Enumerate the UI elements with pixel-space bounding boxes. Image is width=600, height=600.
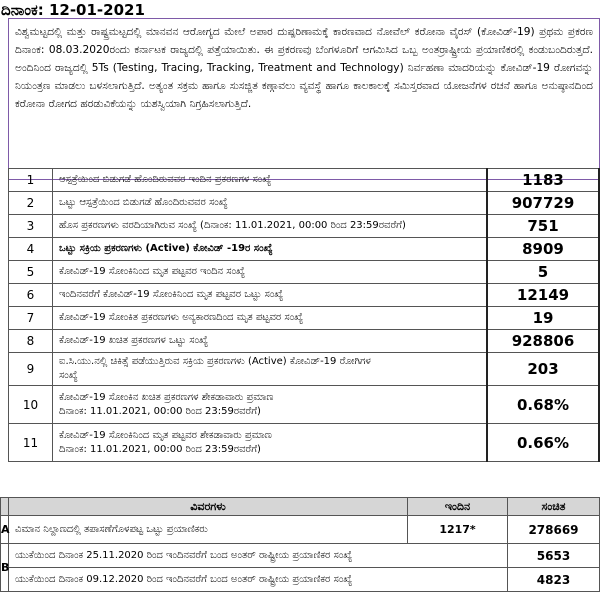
stats-row-number: 1	[9, 169, 53, 192]
stats-row	[9, 386, 600, 424]
stats-row-description-line: ಒಟ್ಟು ಆಸ್ಪತ್ರೆಯಿಂದ ಬಿಡುಗಡೆ ಹೊಂದಿರುವವರ ಸಂಖ್ಯೆ	[59, 197, 228, 208]
stats-row-number: 7	[9, 307, 53, 330]
travel-row-code: A	[1, 516, 9, 544]
stats-table	[8, 168, 600, 462]
stats-row-description	[53, 192, 488, 215]
travel-row-today: 1217*	[408, 516, 508, 544]
stats-row-description-line: ಒಟ್ಟು ಸಕ್ರಿಯ ಪ್ರಕರಣಗಳು (Active) ಕೋವಿಡ್ -19ರ ಸಂಖ್ಯೆ	[59, 243, 273, 254]
stats-row-number: 4	[9, 238, 53, 261]
stats-row-value: 907729	[487, 192, 599, 215]
stats-row-description-line: ಕೋವಿಡ್-19 ಸೋಂಕಿನಿಂದ ಮೃತ ಪಟ್ಟವರ ಶೇಕಡಾವಾರು ಪ್ರಮಾಣ	[59, 429, 272, 441]
travel-header-details: ವಿವರಗಳು	[9, 498, 408, 516]
stats-row-description	[53, 238, 488, 261]
stats-row-description-line: ಹೊಸ ಪ್ರಕರಣಗಳು ವರದಿಯಾಗಿರುವ ಸಂಖ್ಯೆ (ದಿನಾಂಕ: 11.01.2021, 00:00 ರಿಂದ 23:59ರವರೆಗೆ)	[59, 220, 406, 231]
document-date: ದಿನಾಂಕ: 12-01-2021	[1, 1, 145, 19]
stats-row-number: 9	[9, 353, 53, 386]
stats-row-description-line: ಕೋವಿಡ್-19 ಸೋಂಕಿನ ಖಚಿತ ಪ್ರಕರಣಗಳ ಶೇಕಡಾವಾರು ಪ್ರಮಾಣ	[59, 391, 274, 403]
stats-row	[9, 261, 600, 284]
stats-row-value: 5	[487, 261, 599, 284]
stats-row-description-line: ಕೋವಿಡ್-19 ಸೋಂಕಿನಿಂದ ಮೃತ ಪಟ್ಟವರ ಇಂದಿನ ಸಂಖ್ಯೆ	[59, 266, 246, 277]
stats-row-description	[53, 215, 488, 238]
stats-row	[9, 307, 600, 330]
stats-row-number: 8	[9, 330, 53, 353]
stats-row-description-line: ಆಸ್ಪತ್ರೆಯಿಂದ ಬಿಡುಗಡೆ ಹೊಂದಿರುವವರ ಇಂದಿನ ಪ್ರಕರಣಗಳ ಸಂಖ್ಯೆ	[59, 174, 272, 185]
stats-row-description	[53, 353, 488, 386]
stats-row	[9, 192, 600, 215]
stats-row-value: 12149	[487, 284, 599, 307]
intro-paragraph-box	[8, 18, 600, 180]
intro-paragraph: ವಿಶ್ವಮಟ್ಟದಲ್ಲಿ ಮತ್ತು ರಾಷ್ಟ್ರಮಟ್ಟದಲ್ಲಿ ಮಾನವನ ಆರೋಗ್ಯದ ಮೇಲೆ ಅಪಾರ ದುಷ್ಪರಿಣಾಮಕ್ಕೆ ಕಾರಣವಾದ ನೋವೆಲ್ ಕರೋನಾ ವೈರಸ್ (ಕೋವಿಡ್-19) ಪ್ರಥಮ ಪ್ರಕರಣ ದಿನಾಂಕ: 08.03.2020ರಂದು ಕರ್ನಾಟಕ ರಾಜ್ಯದಲ್ಲಿ ಪತ್ತೆಯಾಯಿತು. ಈ ಪ್ರಕರಣವು ಬೆಂಗಳೂರಿಗೆ ಆಗಮಿಸಿದ ಒಬ್ಬ ಅಂತರ್‍ರಾಷ್ಟ್ರೀಯ ಪ್ರಯಾಣಿಕರಲ್ಲಿ ಕಂಡುಬಂದಿರುತ್ತದೆ. ಅಂದಿನಿಂದ ರಾಜ್ಯದಲ್ಲಿ 5Ts (Testing, Tracing, Tracking, Treatment and Technology) ನಿರ್ವಹಣಾ ಮಾದರಿಯನ್ನು ಕೋವಿಡ್-19 ರೋಗವನ್ನು ನಿಯಂತ್ರಣ ಮಾಡಲು ಬಳಸಲಾಗುತ್ತಿದೆ. ಅತ್ಯಂತ ಸಕ್ರಮ ಹಾಗೂ ಸುಸಜ್ಜಿತ ಕಣ್ಗಾವಲು ವ್ಯವಸ್ಥೆ ಹಾಗೂ ಕಾಲಕಾಲಕ್ಕೆ ಸಮಿಸ್ತರವಾದ ಯೋಜನೆಗಳ ರಚನೆ ಹಾಗೂ ಅನುಷ್ಠಾನದಿಂದ ಕರೋನಾ ರೋಗದ ಹರಡುವಿಕೆಯನ್ನು ಯಶಸ್ವಿಯಾಗಿ ನಿಗ್ರಹಿಸಲಾಗುತ್ತಿದೆ.	[15, 26, 593, 110]
stats-row-description	[53, 307, 488, 330]
travel-header-code	[1, 498, 9, 516]
travel-row-b1	[1, 544, 600, 568]
stats-row-description-line: ಕೋವಿಡ್-19 ಸೋಂಕಿತ ಪ್ರಕರಣಗಳು ಅನ್ಯಕಾರಣದಿಂದ ಮೃತ ಪಟ್ಟವರ ಸಂಖ್ಯೆ	[59, 312, 304, 323]
stats-row	[9, 284, 600, 307]
travel-table	[0, 497, 600, 592]
stats-row-description-line: ಇಂದಿನವರೆಗೆ ಕೋವಿಡ್-19 ಸೋಂಕಿನಿಂದ ಮೃತ ಪಟ್ಟವರ ಒಟ್ಟು ಸಂಖ್ಯೆ	[59, 289, 284, 300]
travel-row-desc: ಯುಕೆಯಿಂದ ದಿನಾಂಕ 25.11.2020 ರಿಂದ ಇಂದಿನವರೆಗೆ ಬಂದ ಅಂತರ್ ರಾಷ್ಟ್ರೀಯ ಪ್ರಯಾಣಿಕರ ಸಂಖ್ಯೆ	[9, 544, 508, 568]
travel-row-desc: ಯುಕೆಯಿಂದ ದಿನಾಂಕ 09.12.2020 ರಿಂದ ಇಂದಿನವರೆಗೆ ಬಂದ ಅಂತರ್ ರಾಷ್ಟ್ರೀಯ ಪ್ರಯಾಣಿಕರ ಸಂಖ್ಯೆ	[9, 568, 508, 592]
stats-row-value: 928806	[487, 330, 599, 353]
travel-row-total: 5653	[508, 544, 600, 568]
stats-row	[9, 424, 600, 462]
travel-table-header	[1, 498, 600, 516]
travel-header-total: ಸಂಚಿತ	[508, 498, 600, 516]
stats-row-description	[53, 261, 488, 284]
stats-row-value: 19	[487, 307, 599, 330]
stats-row-number: 3	[9, 215, 53, 238]
stats-row-value: 8909	[487, 238, 599, 261]
stats-row	[9, 353, 600, 386]
stats-row-value: 0.68%	[487, 386, 599, 424]
travel-row-b2	[1, 568, 600, 592]
stats-row-number: 5	[9, 261, 53, 284]
stats-row-description	[53, 330, 488, 353]
travel-header-today: ಇಂದಿನ	[408, 498, 508, 516]
stats-row-number: 10	[9, 386, 53, 424]
stats-row-description-line: ಸಂಖ್ಯೆ	[59, 370, 78, 381]
travel-row-total: 4823	[508, 568, 600, 592]
stats-row-value: 203	[487, 353, 599, 386]
stats-row	[9, 169, 600, 192]
stats-row-description-line: ದಿನಾಂಕ: 11.01.2021, 00:00 ರಿಂದ 23:59ರವರೆಗೆ)	[59, 443, 261, 455]
stats-row-description	[53, 284, 488, 307]
stats-row-value: 0.66%	[487, 424, 599, 462]
stats-row-description-line: ಐ.ಸಿ.ಯು.ನಲ್ಲಿ ಚಿಕಿತ್ಸೆ ಪಡೆಯುತ್ತಿರುವ ಸಕ್ರಿಯ ಪ್ರಕರಣಗಳು (Active) ಕೋವಿಡ್-19 ರೋಗಿಗಳ	[59, 356, 371, 367]
stats-row-number: 2	[9, 192, 53, 215]
stats-row-description-line: ದಿನಾಂಕ: 11.01.2021, 00:00 ರಿಂದ 23:59ರವರೆಗೆ)	[59, 405, 261, 417]
stats-row	[9, 330, 600, 353]
stats-row-description	[53, 386, 488, 424]
stats-row-description-line: ಕೋವಿಡ್-19 ಖಚಿತ ಪ್ರಕರಣಗಳ ಒಟ್ಟು ಸಂಖ್ಯೆ	[59, 335, 209, 346]
stats-row-value: 751	[487, 215, 599, 238]
stats-row	[9, 215, 600, 238]
stats-row-value: 1183	[487, 169, 599, 192]
stats-row-number: 11	[9, 424, 53, 462]
travel-row-total: 278669	[508, 516, 600, 544]
stats-row-number: 6	[9, 284, 53, 307]
travel-row-a	[1, 516, 600, 544]
travel-row-code: B	[1, 544, 9, 592]
stats-row-description	[53, 424, 488, 462]
stats-row-description	[53, 169, 488, 192]
travel-row-desc: ವಿಮಾನ ನಿಲ್ದಾಣದಲ್ಲಿ ತಪಾಸಣೆಗೊಳಪಟ್ಟ ಒಟ್ಟು ಪ್ರಯಾಣಿಕರು	[9, 516, 408, 544]
stats-row	[9, 238, 600, 261]
